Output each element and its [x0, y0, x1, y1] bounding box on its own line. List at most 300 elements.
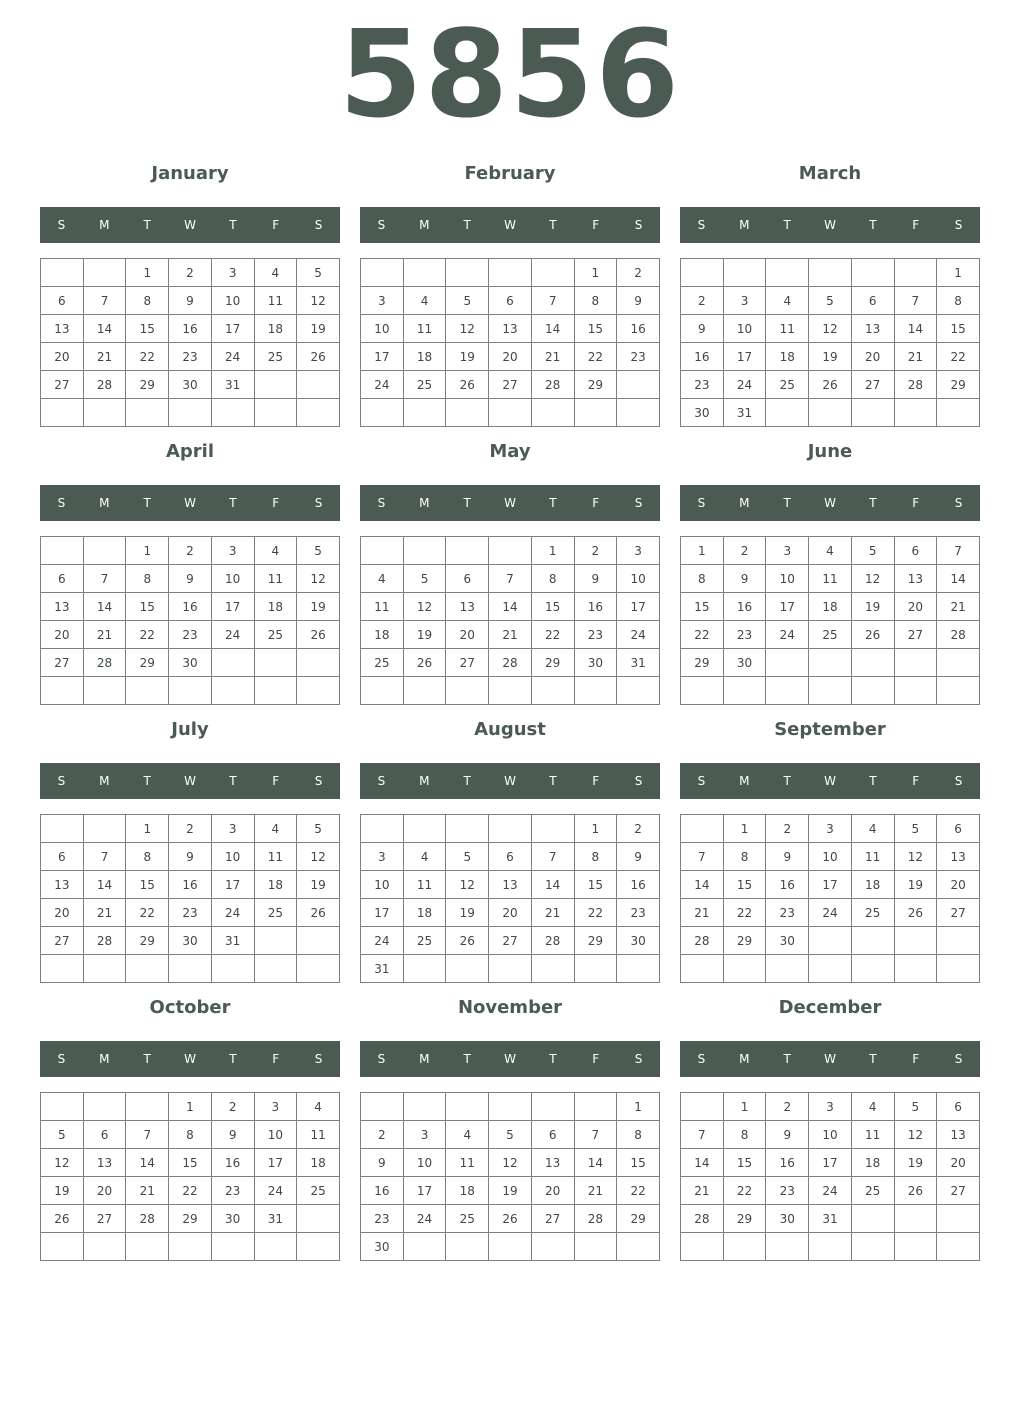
day-cell: 28	[83, 371, 126, 399]
day-cell: 27	[489, 927, 532, 955]
day-cell: 25	[254, 621, 297, 649]
day-cell: 16	[681, 343, 724, 371]
weekday-label: T	[229, 496, 237, 510]
day-cell: 7	[83, 843, 126, 871]
day-cell: 4	[766, 287, 809, 315]
day-cell: 31	[211, 927, 254, 955]
day-cell: 17	[766, 593, 809, 621]
day-cell: 2	[617, 259, 660, 287]
day-cell: 18	[254, 593, 297, 621]
day-cell: 13	[531, 1149, 574, 1177]
empty-day-cell	[361, 815, 404, 843]
day-cell: 19	[851, 593, 894, 621]
empty-day-cell	[617, 677, 660, 705]
empty-day-cell	[126, 399, 169, 427]
month-name: September	[774, 719, 886, 740]
day-cell: 26	[894, 1177, 937, 1205]
day-cell: 25	[851, 899, 894, 927]
week-row	[361, 1205, 660, 1233]
empty-day-cell	[894, 399, 937, 427]
day-cell: 25	[297, 1177, 340, 1205]
weekday-label: T	[549, 218, 557, 232]
weekday-label: T	[463, 774, 471, 788]
day-cell: 11	[361, 593, 404, 621]
day-cell: 10	[809, 843, 852, 871]
day-cell: 11	[403, 871, 446, 899]
weekday-label: T	[549, 496, 557, 510]
weekday-label: M	[99, 218, 110, 232]
day-cell: 21	[681, 899, 724, 927]
day-cell: 3	[254, 1093, 297, 1121]
day-cell: 15	[723, 1149, 766, 1177]
day-cell: 29	[681, 649, 724, 677]
day-cell: 7	[489, 565, 532, 593]
day-cell: 2	[723, 537, 766, 565]
day-cell: 17	[254, 1149, 297, 1177]
weekday-label: T	[463, 1052, 471, 1066]
day-cell: 12	[297, 843, 340, 871]
day-cell: 9	[766, 843, 809, 871]
week-row	[41, 927, 340, 955]
day-cell: 27	[83, 1205, 126, 1233]
week-row	[681, 371, 980, 399]
empty-day-cell	[297, 649, 340, 677]
day-cell: 14	[681, 1149, 724, 1177]
day-cell: 30	[211, 1205, 254, 1233]
day-cell: 16	[723, 593, 766, 621]
empty-day-cell	[894, 955, 937, 983]
day-cell: 21	[937, 593, 980, 621]
weekday-label: F	[592, 1052, 600, 1066]
weekday-label: S	[954, 218, 963, 232]
day-cell: 26	[851, 621, 894, 649]
day-cell: 3	[766, 537, 809, 565]
day-cell: 30	[766, 927, 809, 955]
empty-day-cell	[83, 955, 126, 983]
day-cell: 1	[723, 1093, 766, 1121]
day-cell: 12	[894, 843, 937, 871]
empty-day-cell	[617, 1233, 660, 1261]
week-row	[41, 955, 340, 983]
day-cell: 8	[574, 843, 617, 871]
empty-day-cell	[489, 955, 532, 983]
day-cell: 7	[531, 843, 574, 871]
empty-day-cell	[723, 955, 766, 983]
day-cell: 23	[617, 343, 660, 371]
week-row	[41, 371, 340, 399]
weekday-label: T	[869, 496, 877, 510]
empty-day-cell	[937, 677, 980, 705]
day-cell: 17	[403, 1177, 446, 1205]
month-name: June	[807, 441, 853, 462]
day-cell: 3	[403, 1121, 446, 1149]
day-cell: 25	[809, 621, 852, 649]
week-row	[361, 1121, 660, 1149]
weekday-header	[680, 207, 980, 243]
weekday-label: T	[143, 1052, 151, 1066]
weekday-label: M	[739, 218, 750, 232]
day-cell: 28	[126, 1205, 169, 1233]
week-row	[41, 1093, 340, 1121]
weekday-header	[360, 1041, 660, 1077]
day-cell: 1	[574, 815, 617, 843]
day-cell: 18	[809, 593, 852, 621]
weekday-label: F	[272, 1052, 280, 1066]
week-row	[681, 399, 980, 427]
day-cell: 20	[41, 343, 84, 371]
day-cell: 18	[851, 871, 894, 899]
week-row	[681, 1121, 980, 1149]
empty-day-cell	[574, 1233, 617, 1261]
empty-day-cell	[403, 1233, 446, 1261]
weekday-label: T	[869, 218, 877, 232]
day-cell: 6	[489, 843, 532, 871]
day-cell: 19	[41, 1177, 84, 1205]
day-cell: 6	[851, 287, 894, 315]
empty-day-cell	[531, 677, 574, 705]
day-cell: 30	[574, 649, 617, 677]
day-cell: 27	[894, 621, 937, 649]
day-cell: 18	[254, 315, 297, 343]
day-cell: 26	[446, 371, 489, 399]
day-cell: 14	[681, 871, 724, 899]
day-cell: 25	[403, 927, 446, 955]
day-cell: 7	[83, 287, 126, 315]
week-row	[41, 1177, 340, 1205]
day-cell: 12	[894, 1121, 937, 1149]
empty-day-cell	[211, 1233, 254, 1261]
day-cell: 24	[809, 899, 852, 927]
empty-day-cell	[403, 815, 446, 843]
day-cell: 20	[41, 621, 84, 649]
day-cell: 15	[617, 1149, 660, 1177]
day-cell: 19	[446, 899, 489, 927]
empty-day-cell	[489, 259, 532, 287]
empty-day-cell	[681, 1093, 724, 1121]
day-cell: 26	[489, 1205, 532, 1233]
empty-day-cell	[211, 649, 254, 677]
empty-day-cell	[403, 399, 446, 427]
day-cell: 19	[297, 871, 340, 899]
weekday-label: M	[99, 1052, 110, 1066]
day-cell: 5	[297, 815, 340, 843]
month-name: May	[489, 441, 531, 462]
week-row	[41, 537, 340, 565]
week-row	[681, 537, 980, 565]
day-cell: 8	[126, 843, 169, 871]
day-cell: 24	[809, 1177, 852, 1205]
day-cell: 13	[489, 871, 532, 899]
week-row	[41, 871, 340, 899]
day-cell: 9	[169, 843, 212, 871]
day-cell: 8	[681, 565, 724, 593]
day-cell: 21	[531, 343, 574, 371]
day-cell: 14	[126, 1149, 169, 1177]
week-row	[681, 343, 980, 371]
weekday-label: F	[912, 1052, 920, 1066]
day-cell: 16	[766, 1149, 809, 1177]
day-cell: 20	[83, 1177, 126, 1205]
day-cell: 9	[211, 1121, 254, 1149]
empty-day-cell	[211, 677, 254, 705]
weekday-label: F	[592, 774, 600, 788]
weekday-label: T	[783, 1052, 791, 1066]
empty-day-cell	[446, 259, 489, 287]
weekday-label: M	[419, 1052, 430, 1066]
day-cell: 11	[766, 315, 809, 343]
day-cell: 6	[894, 537, 937, 565]
week-row	[361, 899, 660, 927]
day-cell: 26	[41, 1205, 84, 1233]
day-cell: 17	[723, 343, 766, 371]
day-cell: 13	[41, 593, 84, 621]
week-row	[41, 315, 340, 343]
day-cell: 24	[766, 621, 809, 649]
day-cell: 10	[211, 287, 254, 315]
day-cell: 15	[531, 593, 574, 621]
empty-day-cell	[851, 677, 894, 705]
day-cell: 10	[809, 1121, 852, 1149]
weekday-header	[40, 485, 340, 521]
empty-day-cell	[83, 677, 126, 705]
week-row	[361, 537, 660, 565]
day-cell: 16	[169, 871, 212, 899]
day-cell: 8	[169, 1121, 212, 1149]
weekday-label: W	[824, 774, 836, 788]
day-cell: 21	[681, 1177, 724, 1205]
day-cell: 27	[531, 1205, 574, 1233]
day-grid	[680, 536, 980, 705]
empty-day-cell	[531, 955, 574, 983]
week-row	[41, 1121, 340, 1149]
day-cell: 27	[41, 927, 84, 955]
empty-day-cell	[894, 1233, 937, 1261]
empty-day-cell	[211, 955, 254, 983]
day-cell: 5	[809, 287, 852, 315]
weekday-label: S	[57, 496, 66, 510]
day-cell: 26	[297, 343, 340, 371]
day-cell: 10	[211, 565, 254, 593]
empty-day-cell	[297, 677, 340, 705]
weekday-label: M	[419, 774, 430, 788]
day-cell: 6	[531, 1121, 574, 1149]
day-cell: 5	[297, 259, 340, 287]
empty-day-cell	[574, 1093, 617, 1121]
day-cell: 7	[894, 287, 937, 315]
day-cell: 25	[851, 1177, 894, 1205]
day-cell: 8	[723, 1121, 766, 1149]
week-row	[41, 843, 340, 871]
weekday-label: S	[697, 774, 706, 788]
empty-day-cell	[617, 371, 660, 399]
day-cell: 2	[211, 1093, 254, 1121]
day-cell: 4	[297, 1093, 340, 1121]
day-cell: 25	[361, 649, 404, 677]
day-cell: 25	[254, 343, 297, 371]
empty-day-cell	[809, 649, 852, 677]
day-cell: 21	[574, 1177, 617, 1205]
day-cell: 9	[723, 565, 766, 593]
empty-day-cell	[446, 399, 489, 427]
empty-day-cell	[489, 677, 532, 705]
day-cell: 24	[361, 371, 404, 399]
empty-day-cell	[297, 927, 340, 955]
week-row	[41, 593, 340, 621]
week-row	[41, 399, 340, 427]
week-row	[681, 315, 980, 343]
week-row	[361, 955, 660, 983]
day-cell: 21	[894, 343, 937, 371]
day-cell: 1	[937, 259, 980, 287]
day-cell: 15	[937, 315, 980, 343]
day-grid	[40, 1092, 340, 1261]
day-cell: 4	[446, 1121, 489, 1149]
day-cell: 30	[169, 927, 212, 955]
empty-day-cell	[41, 955, 84, 983]
day-cell: 4	[254, 815, 297, 843]
day-cell: 14	[894, 315, 937, 343]
weekday-header	[40, 1041, 340, 1077]
day-cell: 16	[766, 871, 809, 899]
day-cell: 14	[531, 871, 574, 899]
day-cell: 13	[937, 843, 980, 871]
day-cell: 12	[489, 1149, 532, 1177]
day-cell: 1	[531, 537, 574, 565]
day-cell: 23	[617, 899, 660, 927]
day-cell: 18	[851, 1149, 894, 1177]
empty-day-cell	[894, 1205, 937, 1233]
empty-day-cell	[41, 399, 84, 427]
day-cell: 10	[361, 871, 404, 899]
day-cell: 21	[531, 899, 574, 927]
empty-day-cell	[211, 399, 254, 427]
day-cell: 5	[41, 1121, 84, 1149]
day-cell: 6	[41, 565, 84, 593]
empty-day-cell	[809, 955, 852, 983]
day-cell: 9	[169, 287, 212, 315]
empty-day-cell	[851, 399, 894, 427]
day-cell: 23	[169, 343, 212, 371]
empty-day-cell	[766, 677, 809, 705]
day-cell: 19	[403, 621, 446, 649]
empty-day-cell	[126, 955, 169, 983]
empty-day-cell	[681, 1233, 724, 1261]
day-cell: 28	[937, 621, 980, 649]
empty-day-cell	[937, 399, 980, 427]
week-row	[681, 677, 980, 705]
day-cell: 12	[446, 871, 489, 899]
empty-day-cell	[361, 1093, 404, 1121]
weekday-label: W	[504, 218, 516, 232]
day-cell: 10	[211, 843, 254, 871]
day-cell: 11	[254, 565, 297, 593]
day-cell: 13	[41, 871, 84, 899]
day-cell: 9	[574, 565, 617, 593]
day-cell: 1	[126, 815, 169, 843]
week-row	[681, 815, 980, 843]
day-cell: 15	[574, 315, 617, 343]
day-cell: 29	[574, 927, 617, 955]
empty-day-cell	[254, 649, 297, 677]
empty-day-cell	[297, 371, 340, 399]
day-cell: 20	[851, 343, 894, 371]
weekday-label: F	[272, 218, 280, 232]
day-cell: 23	[211, 1177, 254, 1205]
empty-day-cell	[531, 1093, 574, 1121]
weekday-label: M	[99, 774, 110, 788]
weekday-label: S	[377, 774, 386, 788]
day-cell: 9	[617, 287, 660, 315]
weekday-header	[680, 763, 980, 799]
day-cell: 3	[211, 259, 254, 287]
empty-day-cell	[617, 399, 660, 427]
day-cell: 8	[531, 565, 574, 593]
day-cell: 3	[723, 287, 766, 315]
day-cell: 11	[254, 287, 297, 315]
day-cell: 22	[937, 343, 980, 371]
weekday-label: T	[783, 218, 791, 232]
week-row	[361, 343, 660, 371]
empty-day-cell	[169, 955, 212, 983]
day-cell: 20	[489, 343, 532, 371]
day-cell: 6	[937, 815, 980, 843]
day-cell: 15	[681, 593, 724, 621]
empty-day-cell	[574, 955, 617, 983]
weekday-label: S	[697, 1052, 706, 1066]
day-cell: 6	[489, 287, 532, 315]
day-cell: 2	[766, 1093, 809, 1121]
day-cell: 10	[403, 1149, 446, 1177]
day-cell: 13	[446, 593, 489, 621]
empty-day-cell	[937, 955, 980, 983]
week-row	[361, 287, 660, 315]
empty-day-cell	[403, 537, 446, 565]
empty-day-cell	[851, 649, 894, 677]
weekday-label: T	[549, 774, 557, 788]
day-cell: 30	[766, 1205, 809, 1233]
day-cell: 8	[126, 287, 169, 315]
day-cell: 23	[361, 1205, 404, 1233]
empty-day-cell	[361, 677, 404, 705]
weekday-label: S	[57, 218, 66, 232]
day-cell: 11	[809, 565, 852, 593]
day-cell: 4	[361, 565, 404, 593]
empty-day-cell	[851, 259, 894, 287]
weekday-label: T	[549, 1052, 557, 1066]
empty-day-cell	[83, 1093, 126, 1121]
week-row	[681, 621, 980, 649]
week-row	[41, 343, 340, 371]
week-row	[41, 565, 340, 593]
day-cell: 7	[681, 843, 724, 871]
week-row	[41, 259, 340, 287]
day-cell: 13	[937, 1121, 980, 1149]
day-cell: 26	[446, 927, 489, 955]
weekday-label: S	[377, 496, 386, 510]
weekday-label: T	[143, 496, 151, 510]
day-cell: 16	[574, 593, 617, 621]
month-name: March	[798, 163, 862, 184]
weekday-label: S	[634, 218, 643, 232]
day-cell: 7	[574, 1121, 617, 1149]
day-cell: 16	[169, 593, 212, 621]
weekday-label: W	[184, 496, 196, 510]
day-cell: 25	[446, 1205, 489, 1233]
weekday-label: S	[377, 218, 386, 232]
day-cell: 14	[489, 593, 532, 621]
week-row	[41, 815, 340, 843]
empty-day-cell	[297, 1233, 340, 1261]
